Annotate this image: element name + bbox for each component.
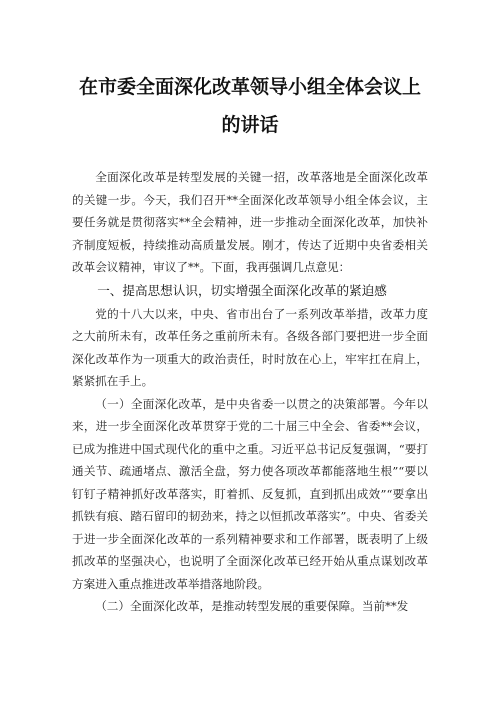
section1-paragraph-2: （一）全面深化改革，是中央省委一以贯之的决策部署。今年以来，进一步全面深化改革贯穿于党的二十届三中全会、省委**会议，已成为推进中国式现代化的重中之重。习近平总书记反复强调，“要打通关节、疏通堵点、激活全盘，努力使各项改革都能落地生根”“要以钉钉子精神抓好改革落实，盯着抓、反复抓，直到抓出成效”“要拿出抓铁有痕、踏石留印的韧劲来，持之以恒抓改革落实”。中央、省委关于进一步全面深化改革的一系列精神要求和工作部署，既表明了上级抓改革的坚强决心，也说明了全面深化改革已经开始从重点谋划改革方案进入重点推进改革举措落地阶段。 (72, 396, 428, 591)
section1-paragraph-1: 党的十八大以来，中央、省市出台了一系列改革举措，改革力度之大前所未有，改革任务之重前所未有。各级各部门要把进一步全面深化改革作为一项重大的政治责任，时时放在心上，牢牢扛在肩上，紧紧抓在手上。 (72, 306, 428, 388)
document-title (72, 68, 428, 144)
title-line-2: 的讲话 (221, 114, 279, 136)
section-heading-1: 一、提高思想认识，切实增强全面深化改革的紧迫感 (97, 282, 387, 298)
section1-paragraph-3: （二）全面深化改革，是推动转型发展的重要保障。当前**发 (95, 599, 409, 613)
title-line-1: 在市委全面深化改革领导小组全体会议上 (78, 76, 421, 98)
document-body (72, 166, 428, 618)
intro-paragraph: 全面深化改革是转型发展的关键一招，改革落地是全面深化改革的关键一步。今天，我们召开**全面深化改革领导小组全体会议，主要任务就是贯彻落实**全会精神，进一步推动全面深化改革，加快补齐制度短板，持续推动高质量发展。刚才，传达了近期中央省委相关改革会议精神，审议了**。下面，我再强调几点意见： (72, 170, 428, 274)
